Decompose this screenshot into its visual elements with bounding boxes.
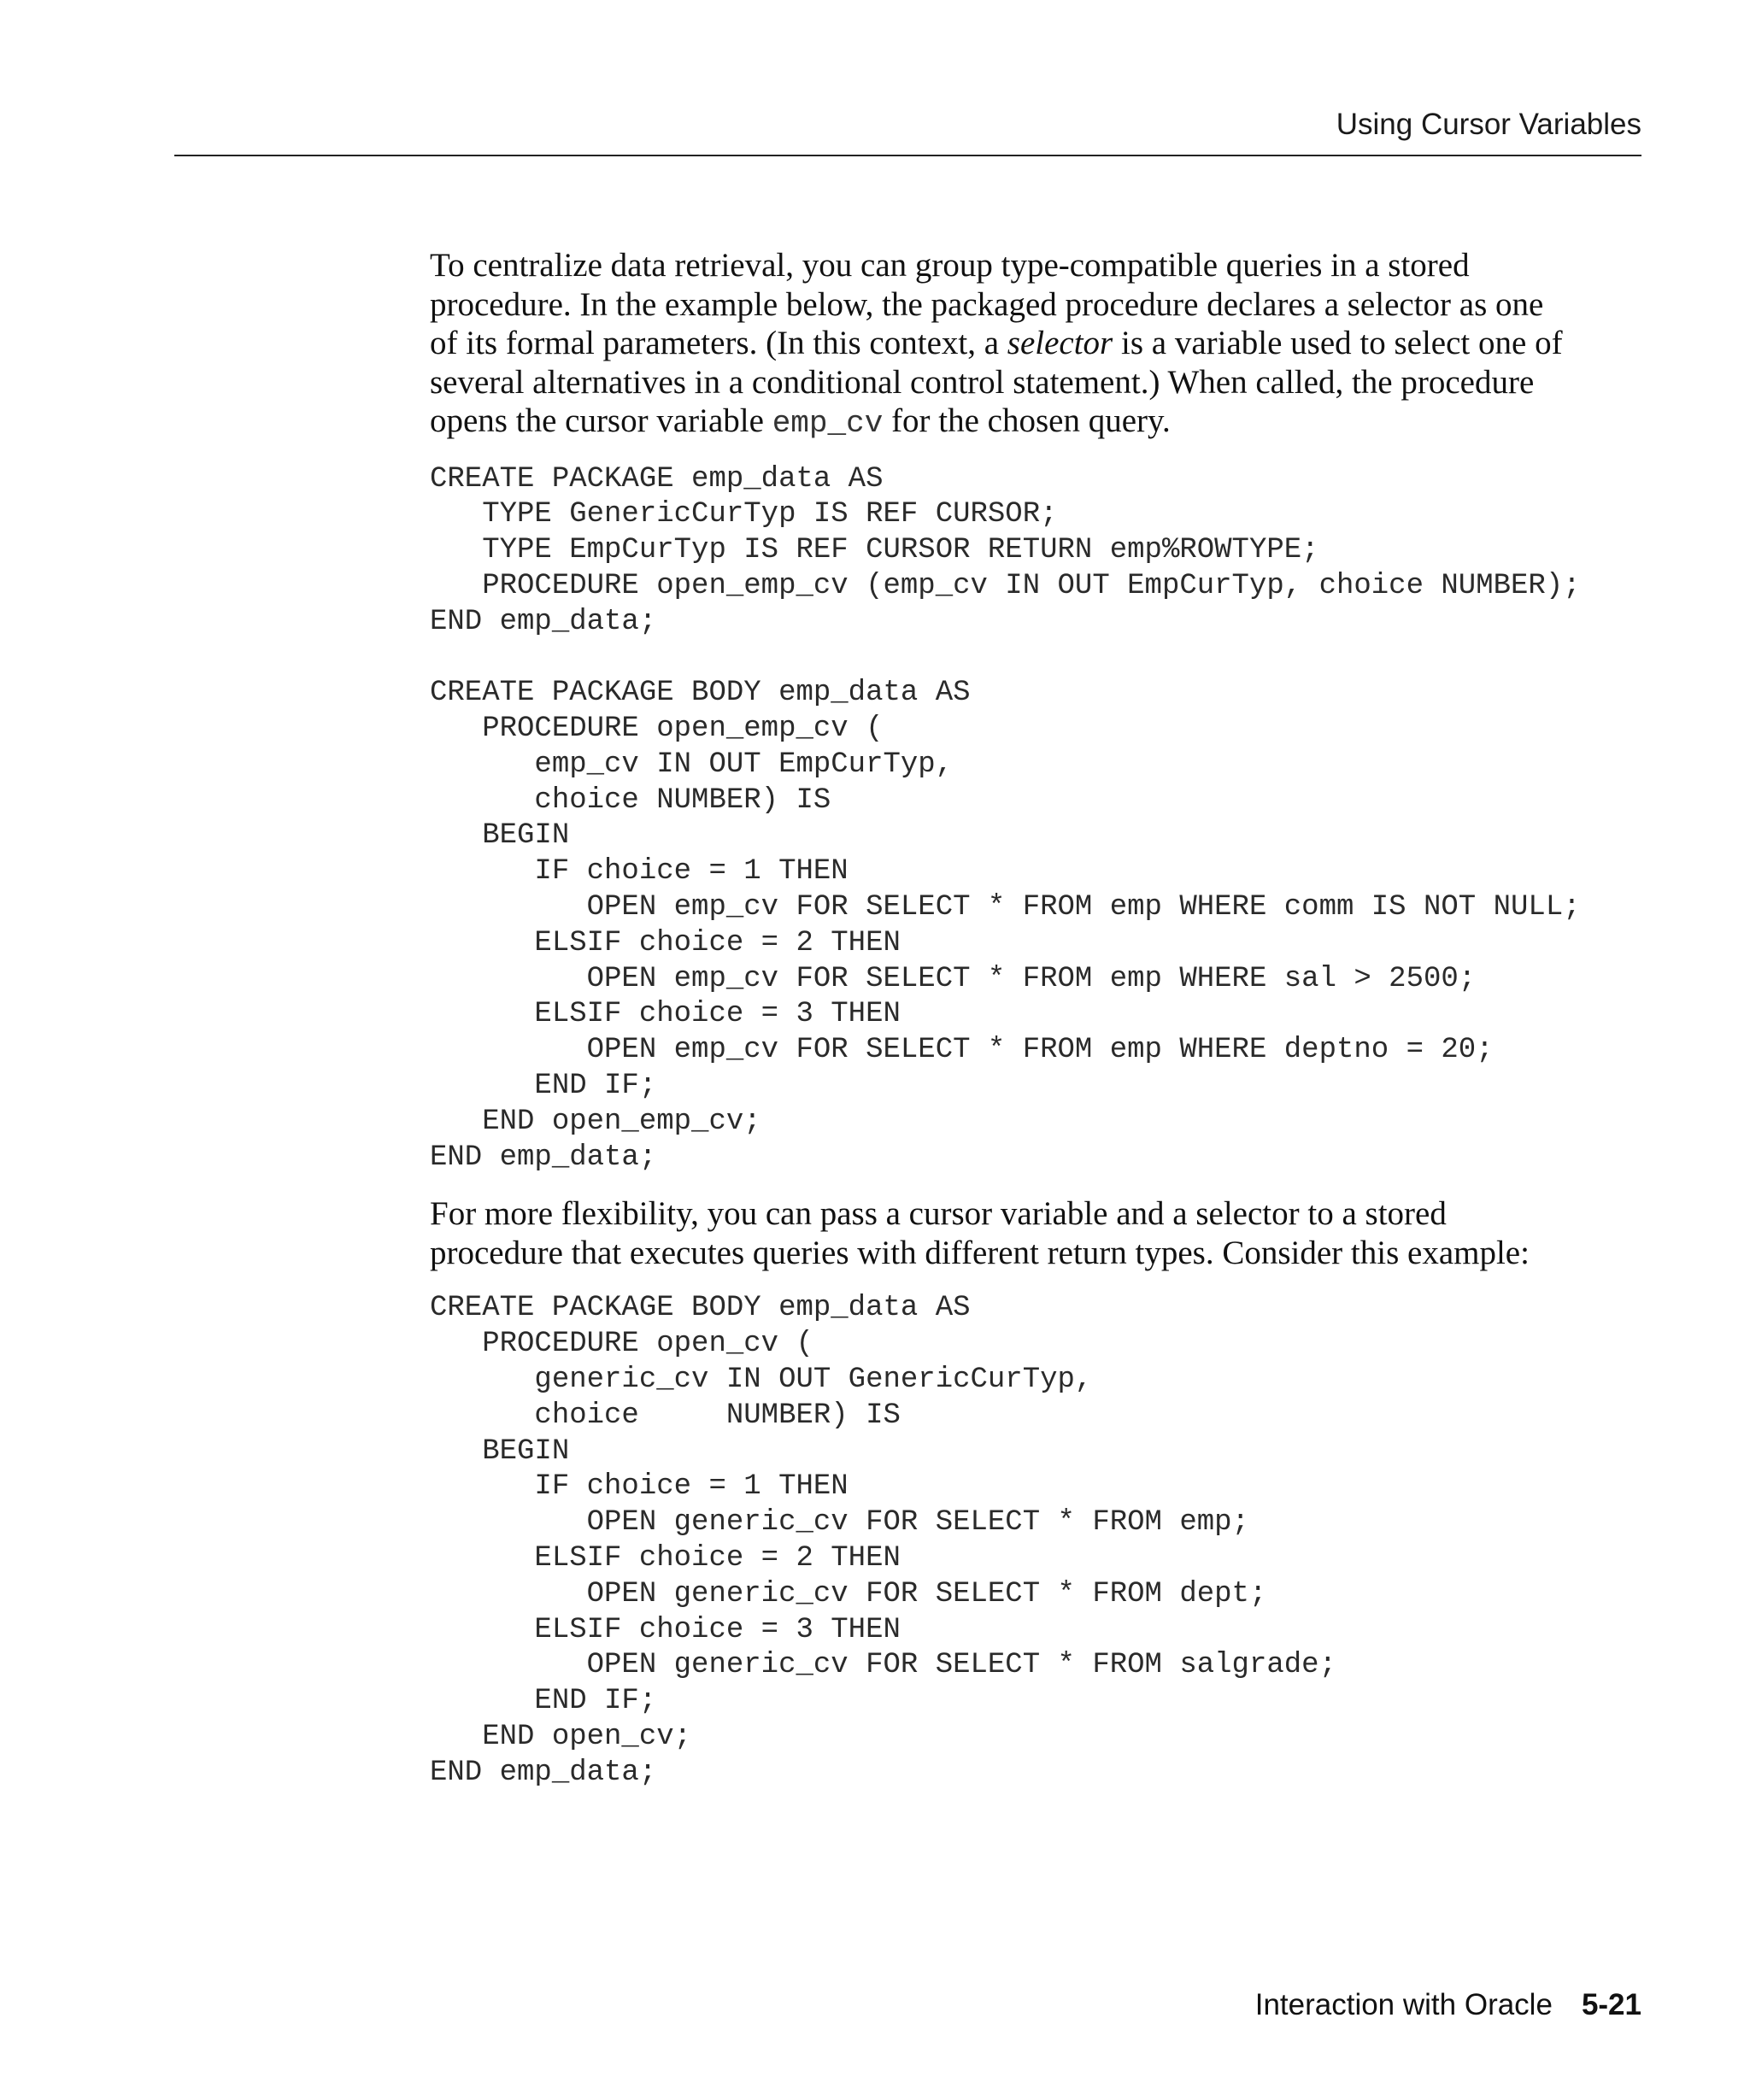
code-line: choice NUMBER) IS [430, 783, 831, 817]
code-line: BEGIN [430, 1434, 570, 1468]
code-example-1 [430, 462, 1660, 1176]
code-line: PROCEDURE open_cv ( [430, 1328, 813, 1361]
intro-paragraph [430, 246, 1660, 443]
code-line: OPEN emp_cv FOR SELECT * FROM emp WHERE sal > 2500; [430, 962, 1477, 995]
code-line: IF choice = 1 THEN [430, 855, 849, 889]
flexibility-paragraph: For more flexibility, you can pass a cursor variable and a selector to a stored procedure that executes queries with different return types. Consider this example: [430, 1195, 1530, 1271]
code-line: CREATE PACKAGE BODY emp_data AS [430, 1292, 971, 1325]
code-line: IF choice = 1 THEN [430, 1470, 849, 1504]
code-line: PROCEDURE open_emp_cv ( [430, 713, 884, 746]
intro-paragraph-text-2: is a variable used to select one of several alternatives in a conditional control statement.) When called, the procedure opens the cursor variable [430, 325, 1563, 439]
code-line: ELSIF choice = 2 THEN [430, 1542, 901, 1575]
page-body [430, 246, 1660, 1792]
code-line: END open_cv; [430, 1721, 692, 1753]
intro-paragraph-text-1: To centralize data retrieval, you can group type-compatible queries in a stored procedure. In the example below, the packaged procedure declares a selector as one of its formal parameters. (In this context, a [430, 247, 1544, 361]
code-line: OPEN generic_cv FOR SELECT * FROM salgrade; [430, 1649, 1336, 1682]
page-number: 5-21 [1581, 1988, 1641, 2021]
code-example-2 [430, 1291, 1660, 1791]
selector-term: selector [1007, 325, 1113, 361]
code-line: ELSIF choice = 3 THEN [430, 1613, 901, 1646]
code-line: END emp_data; [430, 605, 657, 638]
code-line [430, 640, 1660, 676]
code-line: choice NUMBER) IS [430, 1399, 901, 1432]
code-line: END emp_data; [430, 1141, 657, 1174]
code-line: PROCEDURE open_emp_cv (emp_cv IN OUT EmpCurTyp, choice NUMBER); [430, 569, 1581, 602]
running-footer [1255, 1988, 1641, 2022]
emp-cv-inline-code: emp_cv [772, 406, 884, 441]
code-line: ELSIF choice = 3 THEN [430, 998, 901, 1031]
code-line: OPEN generic_cv FOR SELECT * FROM dept; [430, 1577, 1267, 1610]
code-line: BEGIN [430, 819, 570, 853]
running-header-section-title: Using Cursor Variables [1336, 108, 1641, 141]
code-line: emp_cv IN OUT EmpCurTyp, [430, 748, 954, 781]
intro-paragraph-text-3: for the chosen query. [883, 402, 1171, 439]
code-line: END IF; [430, 1685, 657, 1718]
code-line: END IF; [430, 1070, 657, 1103]
header-rule [174, 155, 1641, 156]
code-line: END emp_data; [430, 1756, 657, 1789]
code-line: OPEN generic_cv FOR SELECT * FROM emp; [430, 1506, 1249, 1540]
footer-chapter-title: Interaction with Oracle [1254, 1988, 1553, 2021]
code-line: END open_emp_cv; [430, 1105, 761, 1138]
code-line: TYPE EmpCurTyp IS REF CURSOR RETURN emp%ROWTYPE; [430, 534, 1319, 567]
code-line: CREATE PACKAGE BODY emp_data AS [430, 677, 971, 710]
code-line: OPEN emp_cv FOR SELECT * FROM emp WHERE comm IS NOT NULL; [430, 891, 1581, 924]
code-line: generic_cv IN OUT GenericCurTyp, [430, 1364, 1093, 1397]
code-line: ELSIF choice = 2 THEN [430, 926, 901, 959]
code-line: CREATE PACKAGE emp_data AS [430, 462, 884, 496]
code-line: OPEN emp_cv FOR SELECT * FROM emp WHERE deptno = 20; [430, 1034, 1494, 1067]
code-line: TYPE GenericCurTyp IS REF CURSOR; [430, 498, 1058, 531]
